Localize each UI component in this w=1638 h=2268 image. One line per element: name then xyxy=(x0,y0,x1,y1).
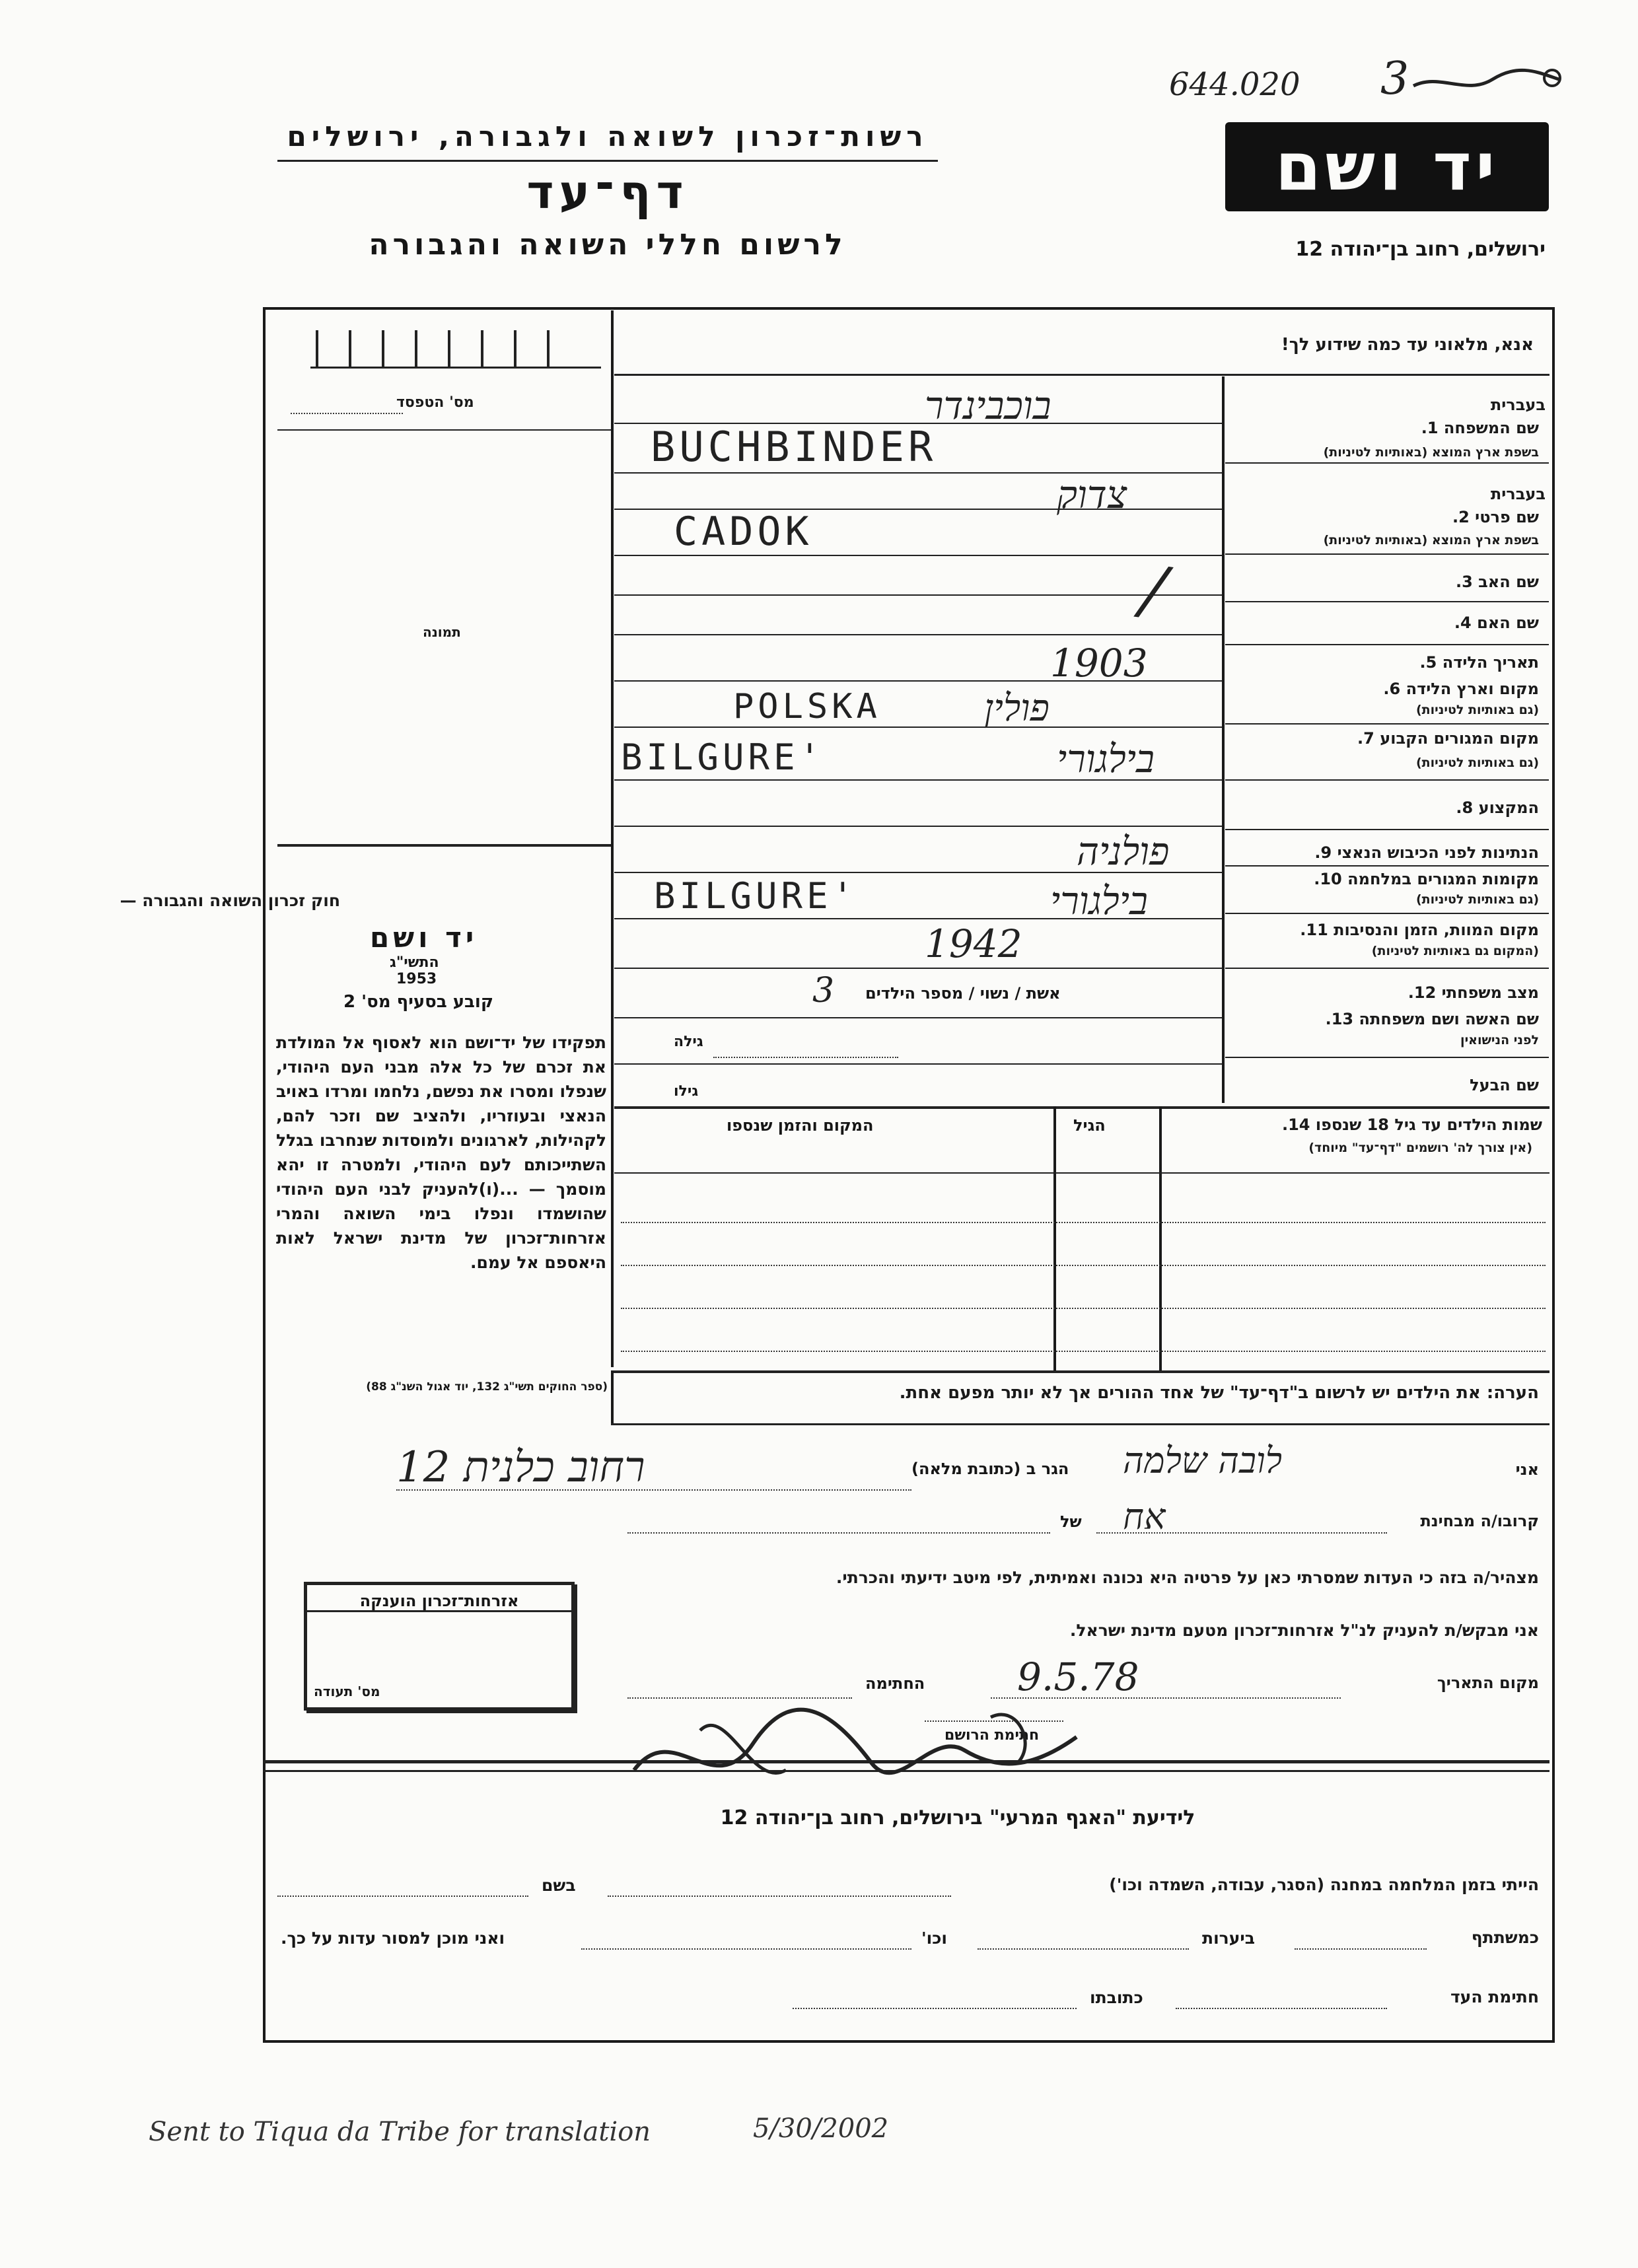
label-death-place: מקום המוות, הזמן והנסיבות 11. xyxy=(1300,921,1539,939)
value-wartime-residence-he: בילגורי xyxy=(1050,878,1148,923)
sublabel-first-name: בשפת ארץ המוצא (באותיות לטיניות) xyxy=(1323,533,1539,548)
top-annotation-right: 3 xyxy=(1380,53,1409,105)
relation-of-label: של xyxy=(1060,1512,1082,1531)
children-age-header: הגיל xyxy=(1073,1116,1106,1135)
children-note: הערה: את הילדים יש לרשום ב"דף־עד" של אחד ההורים אך לא יותר מפעם אחת. xyxy=(899,1383,1539,1403)
file-number-boxes xyxy=(310,330,601,369)
children-place-header: המקום והזמן שנספו xyxy=(727,1116,874,1135)
value-birth-place-he: פולין xyxy=(984,687,1050,730)
footer-line2-d: ואני מוכן למסור עדות על כך. xyxy=(281,1929,505,1948)
value-death-date: 1942 xyxy=(925,921,1022,966)
file-no-label: מס' הטפסד xyxy=(396,394,474,411)
declaration-text: מצהיר/ה בזה כי העדות שמסרתי כאן על פרטיה היא נכונה ואמיתית, לפי מיטב ידיעתי והכרתי. xyxy=(836,1568,1539,1587)
value-first-name-latin: CADOK xyxy=(674,509,813,555)
law-logo: יד ושם xyxy=(370,921,478,954)
value-first-name-he: צדוק xyxy=(1057,472,1127,517)
value-birth-place-latin: POLSKA xyxy=(733,687,881,726)
label-husband-name: שם הבעל xyxy=(1470,1076,1539,1094)
label-family-name: שם המשפחה 1. xyxy=(1421,419,1539,437)
label-children: שמות הילדים עד גיל 18 שנספו 14. xyxy=(1281,1116,1542,1134)
value-nationality-he: פולניה xyxy=(1077,829,1170,874)
marital-options: אשת / נשוי / מספר הילדים xyxy=(865,984,1061,1003)
footer-line3-b: כתובתו xyxy=(1090,1988,1143,2007)
label-wartime-residence: מקומות המגורים במלחמה 10. xyxy=(1314,870,1539,888)
recorder-label: חתימת הרושם xyxy=(944,1727,1040,1744)
request-text: אני מבקש/ת להעניק לנ"ל אזרחות־זכרון מטעם מדינת ישראל. xyxy=(1069,1621,1539,1640)
law-clause: קובע בסעיף מס' 2 xyxy=(343,992,493,1012)
value-residence-latin: BILGURE' xyxy=(621,736,825,778)
sublabel-wife-name: לפני הנישואין xyxy=(1460,1033,1539,1047)
law-year: 1953 xyxy=(396,971,437,987)
law-year-he: התשי"ג xyxy=(390,954,439,971)
form-subtitle: לרשום חללי השואה והגבורה xyxy=(369,228,847,262)
law-title: חוק זכרון השואה והגבורה — xyxy=(120,891,340,910)
value-family-name-latin: BUCHBINDER xyxy=(651,423,937,471)
footer-line1-b: בשם xyxy=(542,1876,576,1895)
yad-vashem-logo: יד ושם xyxy=(1225,122,1549,211)
label-birth-date: תאריך הלידה 5. xyxy=(1419,653,1539,672)
date-label: מקום התאריך xyxy=(1437,1674,1539,1692)
value-residence-he: בילגורי xyxy=(1057,736,1155,781)
label-father-name: שם האב 3. xyxy=(1455,573,1539,591)
law-footnote: (ספר החוקים תשי"ג 132, יוד אגול השנ"ג 88) xyxy=(366,1380,608,1394)
value-birth-date: 1903 xyxy=(1050,641,1148,686)
sublabel-children: (אין צורך לה' רושמים "דף־עד" מיוחד) xyxy=(1308,1141,1532,1155)
relation-label: קרובו/ה מבחינת xyxy=(1420,1512,1539,1530)
top-annotation: 644.020 xyxy=(1169,66,1300,103)
header-address: ירושלים, רחוב בן־יהודה 12 xyxy=(1295,238,1546,261)
declarant-address-value: רחוב כלנית 12 xyxy=(396,1443,645,1492)
label-birth-place: מקום וארץ הלידה 6. xyxy=(1383,680,1539,698)
footer-line2-c: וכו' xyxy=(921,1929,947,1948)
age-label-husband: גילו xyxy=(674,1083,699,1100)
sublabel-family-name: בשפת ארץ המוצא (באותיות לטיניות) xyxy=(1323,445,1539,460)
sublabel-residence: (גם באותיות לטיניות) xyxy=(1415,756,1539,770)
label-profession: המקצוע 8. xyxy=(1456,798,1539,817)
footer-line2-a: כמשתתף xyxy=(1471,1928,1539,1947)
footer-heading: לידיעת "האגף המרעי" בירושלים, רחוב בן־יהודה 12 xyxy=(720,1806,1195,1829)
footer-line1: הייתי בזמן המלחמה במחנה (הסגר, עבודה, השמדה וכו') xyxy=(1109,1875,1539,1894)
declarant-address-label: הגר ב (כתובת מלאה) xyxy=(911,1460,1069,1478)
value-father-name: / xyxy=(1137,550,1170,630)
scribble-mark xyxy=(1407,59,1565,106)
footer-line2-b: ביערות xyxy=(1202,1929,1255,1948)
photo-label: תמונה xyxy=(423,624,461,640)
signature xyxy=(621,1691,1096,1810)
label-nationality: הנתינות לפני הכיבוש הנאצי 9. xyxy=(1314,843,1539,862)
footer-line3-a: חתימת העד xyxy=(1450,1987,1539,2006)
label-first-name: שם פרטי 2. xyxy=(1452,508,1539,526)
label-mother-name: שם האם 4. xyxy=(1454,614,1539,632)
signature-label: החתימה xyxy=(865,1674,925,1693)
label-residence: מקום המגורים הקבוע 7. xyxy=(1357,729,1539,748)
relation-value: אח xyxy=(1123,1496,1166,1538)
sublabel-birth-place: (גם באותיות לטיניות) xyxy=(1415,703,1539,717)
bottom-note: Sent to Tiqua da Tribe for translation xyxy=(149,2117,651,2147)
label-hebrew-1: בעברית xyxy=(1490,396,1546,414)
value-marital-status: 3 xyxy=(812,971,835,1010)
age-label-wife: גילה xyxy=(674,1034,703,1050)
bottom-note-date: 5/30/2002 xyxy=(753,2113,889,2144)
label-marital-status: מצב משפחתי 12. xyxy=(1407,983,1539,1002)
date-value: 9.5.78 xyxy=(1017,1654,1139,1699)
citizenship-stamp-box: אזרחות־זכרון הוענקה מס' תעודה xyxy=(304,1582,575,1711)
sublabel-death-place: (המקום גם באותיות לטיניות) xyxy=(1371,944,1539,958)
institution-name: רשות־זכרון לשואה ולגבורה, ירושלים xyxy=(287,120,929,153)
value-wartime-residence-latin: BILGURE' xyxy=(654,875,858,917)
form-title: דף־עד xyxy=(526,165,689,219)
label-wife-name: שם האשה ושם משפחתה 13. xyxy=(1325,1010,1539,1028)
declarant-name: לובה שלמה xyxy=(1123,1440,1283,1481)
instructions: אנא, מלאוני עד כמה שידוע לך! xyxy=(1281,335,1534,355)
label-hebrew-2: בעברית xyxy=(1490,485,1546,503)
value-family-name-he: בוכבינדר xyxy=(925,383,1051,428)
declarant-i-label: אני xyxy=(1515,1460,1539,1479)
sublabel-wartime-residence: (גם באותיות לטיניות) xyxy=(1415,892,1539,907)
law-body: תפקידו של יד־ושם הוא לאסוף אל המולדת את זכרם של כל אלה מבני העם היהודי, שנפלו ומסרו את נפשם, נלחמו ומרדו באויב הנאצי ובעוזריו, ולהציב שם וזכר להם, לקהילות, לארגונים ולמוסדות שנחרבו בגלל השתייכותם לעם היהודי, ולמטרה זו יהא מוסמך — ...(ו)להעניק לבני העם היהודי שהושמדו ונפלו בימי השואה והמרי אזרחות־זכרון של מדינת ישראל לאות היאספם אל עמם. xyxy=(276,1033,606,1272)
